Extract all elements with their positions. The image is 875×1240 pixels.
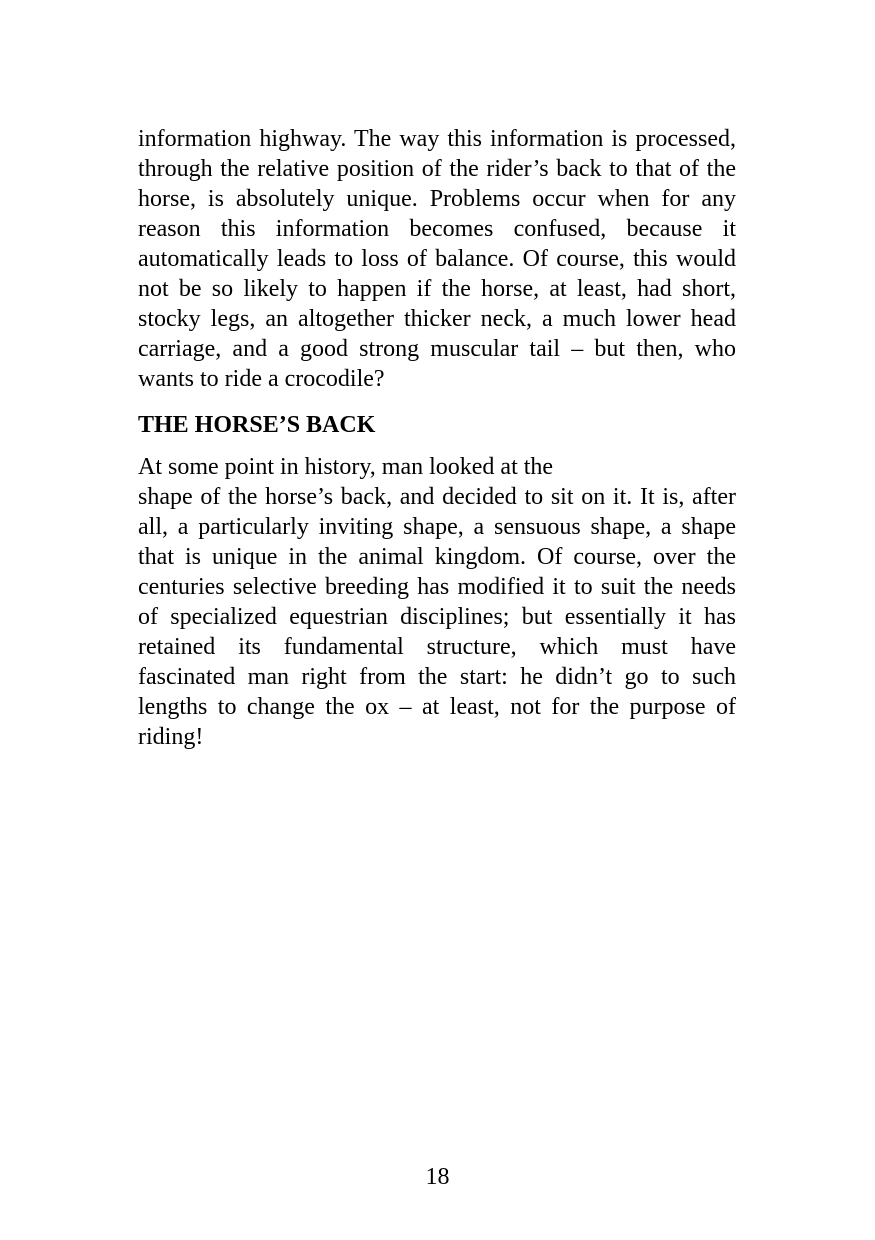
page-number: 18 (425, 1164, 450, 1190)
paragraph-information-highway: information highway. The way this information is processed, through the relative position of the rider’s back to that of the horse, is absolutely unique. Problems occur when for any reason this information becomes confused, because it automatically leads to loss of balance. Of course, this would not be so likely to happen if the horse, at least, had short, stocky legs, an altogether thicker neck, a much lower head carriage, and a good strong muscular tail – but then, who wants to ride a crocodile? (138, 126, 736, 392)
paragraph-continuation: shape of the horse’s back, and decided to sit on it. It is, after all, a particularly inviting shape, a sensuous shape, a shape that is unique in the animal kingdom. Of course, over the centuries selective breeding has modified it to suit the needs of specialized equestrian disciplines; but essentially it has retained its fundamental structure, which must have fascinated man right from the start: he didn’t go to such lengths to change the ox – at least, not for the purpose of riding! (138, 484, 736, 750)
section-heading: THE HORSE’S BACK (138, 412, 376, 438)
paragraph-horses-back (138, 452, 736, 752)
page-body (138, 124, 736, 752)
paragraph-first-line: At some point in history, man looked at the (138, 454, 554, 480)
